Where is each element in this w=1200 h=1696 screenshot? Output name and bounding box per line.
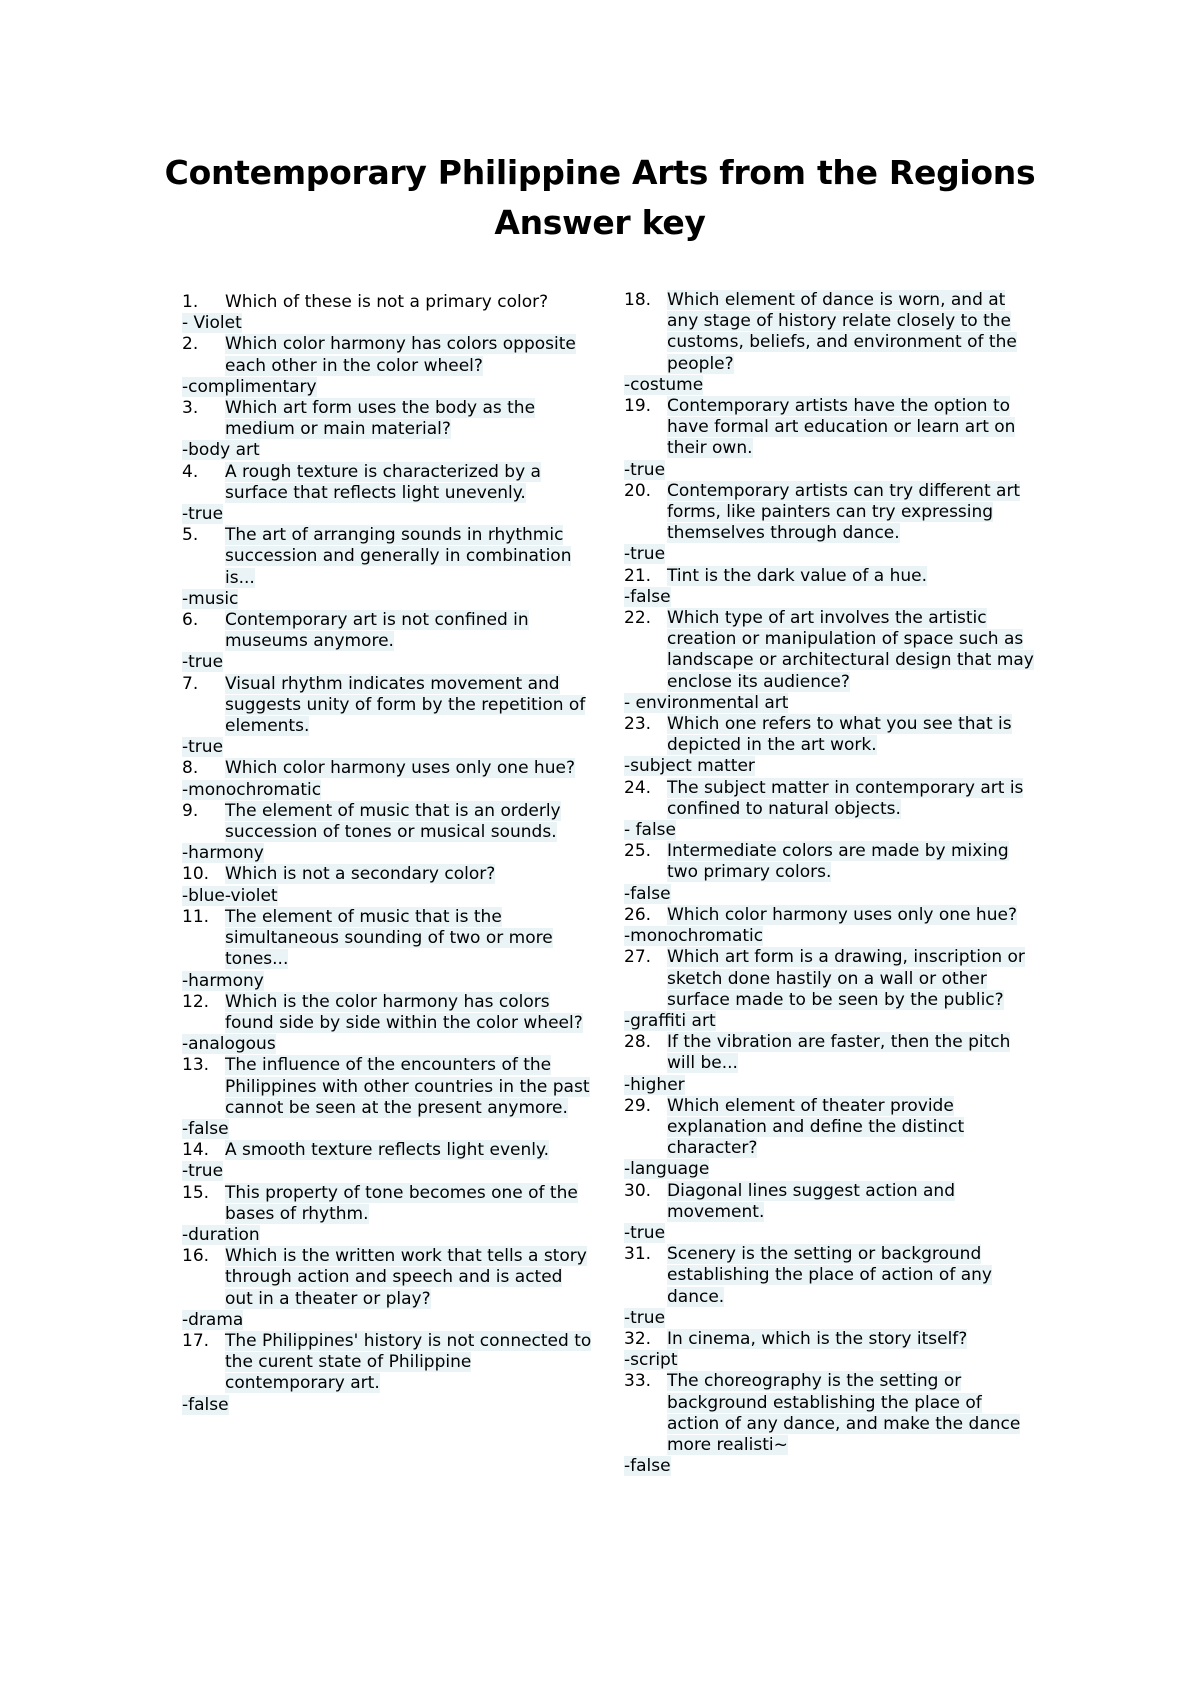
question-item [624, 566, 1034, 587]
question-item [624, 1181, 1034, 1223]
answer-text: -body art [182, 440, 260, 461]
question-item [182, 1055, 592, 1119]
question-number: 17. [182, 1330, 210, 1351]
left-column [182, 292, 592, 1416]
answer-text: -language [624, 1159, 710, 1180]
question-number: 30. [624, 1180, 652, 1201]
question-item [624, 1096, 1034, 1160]
answer-text: -true [624, 544, 666, 565]
answer-text: - Violet [182, 313, 242, 334]
question-text: Which type of art involves the artistic creation or manipulation of space such as landscape or architectural design that may enclose its audience? [667, 608, 1034, 692]
answer-text: -higher [624, 1074, 685, 1095]
question-number: 14. [182, 1140, 210, 1161]
question-text: Which color harmony uses only one hue? [225, 758, 575, 779]
right-column [624, 290, 1034, 1477]
question-item [182, 334, 592, 376]
question-text: Which one refers to what you see that is depicted in the art work. [667, 714, 1012, 756]
question-text: The Philippines' history is not connected to the curent state of Philippine contemporary art. [225, 1330, 592, 1394]
question-number: 15. [182, 1182, 210, 1203]
question-text: Which element of dance is worn, and at any stage of history relate closely to the customs, beliefs, and environment of the people? [667, 290, 1017, 374]
question-number: 33. [624, 1371, 652, 1392]
question-item [624, 1329, 1034, 1350]
question-item [182, 1183, 592, 1225]
question-number: 8. [182, 758, 199, 779]
question-text: A rough texture is characterized by a surface that reflects light unevenly. [225, 461, 541, 503]
question-number: 7. [182, 673, 199, 694]
question-item [624, 841, 1034, 883]
question-number: 26. [624, 904, 652, 925]
question-number: 13. [182, 1055, 210, 1076]
question-text: Which is not a secondary color? [225, 864, 496, 885]
answer-text: -true [624, 1307, 666, 1328]
answer-text: -harmony [182, 843, 264, 864]
question-text: The element of music that is the simultaneous sounding of two or more tones... [225, 906, 553, 970]
question-item [624, 778, 1034, 820]
question-number: 5. [182, 525, 199, 546]
answer-text: - environmental art [624, 692, 789, 713]
document-title [0, 148, 1200, 248]
question-text: Which art form uses the body as the medium or main material? [225, 398, 536, 440]
question-item [624, 947, 1034, 1011]
answer-text: -duration [182, 1224, 260, 1245]
answer-text: -true [182, 652, 224, 673]
question-text: Contemporary art is not confined in museums anymore. [225, 610, 529, 652]
question-text: If the vibration are faster, then the pitch will be... [667, 1032, 1011, 1074]
question-number: 3. [182, 398, 199, 419]
question-item [624, 1244, 1034, 1308]
question-number: 27. [624, 947, 652, 968]
question-item [624, 1032, 1034, 1074]
question-number: 32. [624, 1328, 652, 1349]
question-text: Which element of theater provide explanation and define the distinct character? [667, 1095, 965, 1159]
question-text: In cinema, which is the story itself? [667, 1328, 968, 1349]
question-text: The element of music that is an orderly succession of tones or musical sounds. [225, 800, 561, 843]
question-item [182, 462, 592, 504]
answer-text: -false [624, 883, 671, 904]
question-text: Scenery is the setting or background establishing the place of action of any dance. [667, 1244, 992, 1307]
question-number: 29. [624, 1095, 652, 1116]
answer-text: -monochromatic [182, 779, 322, 800]
question-text: Contemporary artists can try different art forms, like painters can try expressing themselves through dance. [667, 480, 1021, 544]
question-number: 25. [624, 841, 652, 862]
question-number: 28. [624, 1032, 652, 1053]
question-number: 18. [624, 290, 652, 310]
question-item [624, 608, 1034, 693]
question-text: Which is the color harmony has colors found side by side within the color wheel? [225, 991, 583, 1033]
answer-text: -analogous [182, 1034, 276, 1055]
answer-text: -subject matter [624, 756, 755, 777]
question-text: The influence of the encounters of the Philippines with other countries in the past cannot be seen at the present anymore. [225, 1055, 590, 1118]
question-item [624, 481, 1034, 545]
question-text: Tint is the dark value of a hue. [667, 565, 928, 586]
question-text: Visual rhythm indicates movement and suggests unity of form by the repetition of elements. [225, 673, 586, 737]
question-text: Which is the written work that tells a story through action and speech and is acted out in a theater or play? [225, 1246, 587, 1309]
question-item [624, 905, 1034, 926]
answer-text: - false [624, 820, 676, 841]
title-line-1: Contemporary Philippine Arts from the Regions [164, 153, 1036, 192]
answer-text: -monochromatic [624, 926, 764, 947]
question-number: 6. [182, 610, 199, 631]
question-item [182, 992, 592, 1034]
answer-text: -complimentary [182, 376, 317, 397]
question-text: Which of these is not a primary color? [225, 292, 549, 312]
question-text: Which color harmony has colors opposite each other in the color wheel? [225, 334, 576, 376]
question-number: 9. [182, 800, 199, 821]
question-number: 21. [624, 565, 652, 586]
question-item [182, 801, 592, 843]
question-item [182, 1140, 592, 1161]
question-item [624, 290, 1034, 375]
question-text: The art of arranging sounds in rhythmic succession and generally in combination is... [225, 525, 572, 588]
question-item [182, 864, 592, 885]
question-text: Which art form is a drawing, inscription or sketch done hastily on a wall or other surface made to be seen by the public? [667, 947, 1025, 1010]
question-number: 16. [182, 1246, 210, 1267]
question-item [182, 1246, 592, 1310]
answer-text: -drama [182, 1309, 244, 1330]
question-item [182, 674, 592, 738]
question-item [624, 1371, 1034, 1456]
question-text: Intermediate colors are made by mixing two primary colors. [667, 841, 1009, 883]
question-item [624, 396, 1034, 460]
question-text: The choreography is the setting or background establishing the place of action of any dance, and make the dance more realisti~ [667, 1371, 1021, 1455]
answer-text: -blue-violet [182, 885, 278, 906]
answer-text: -true [182, 504, 224, 525]
question-text: The subject matter in contemporary art is confined to natural objects. [667, 777, 1024, 819]
question-text: Contemporary artists have the option to have formal art education or learn art on their own. [667, 396, 1016, 459]
answer-text: -graffiti art [624, 1010, 716, 1031]
question-number: 1. [182, 292, 199, 312]
question-number: 4. [182, 461, 199, 482]
answer-text: -true [624, 459, 666, 480]
answer-text: -false [182, 1394, 229, 1415]
answer-text: -true [182, 737, 224, 758]
question-text: Which color harmony uses only one hue? [667, 904, 1017, 925]
answer-text: -music [182, 588, 239, 609]
answer-text: -costume [624, 374, 704, 395]
question-number: 31. [624, 1244, 652, 1265]
question-number: 19. [624, 396, 652, 417]
question-item [182, 1331, 592, 1395]
answer-text: -false [182, 1118, 229, 1139]
question-number: 22. [624, 608, 652, 629]
answer-text: -false [624, 586, 671, 607]
question-text: A smooth texture reflects light evenly. [225, 1140, 550, 1161]
question-item [182, 758, 592, 779]
question-text: This property of tone becomes one of the bases of rhythm. [225, 1182, 578, 1224]
answer-text: -script [624, 1350, 678, 1371]
answer-text: -false [624, 1456, 671, 1477]
title-line-2: Answer key [494, 203, 706, 242]
question-item [182, 610, 592, 652]
question-item [182, 292, 592, 313]
question-number: 11. [182, 906, 210, 927]
question-number: 12. [182, 991, 210, 1012]
question-number: 20. [624, 480, 652, 501]
question-item [624, 714, 1034, 756]
question-item [182, 907, 592, 971]
question-item [182, 525, 592, 589]
answer-text: -harmony [182, 970, 264, 991]
question-number: 10. [182, 864, 210, 885]
question-number: 24. [624, 777, 652, 798]
question-number: 2. [182, 334, 199, 355]
question-text: Diagonal lines suggest action and movement. [667, 1180, 955, 1222]
answer-text: -true [624, 1222, 666, 1243]
question-number: 23. [624, 714, 652, 735]
answer-text: -true [182, 1161, 224, 1182]
question-item [182, 398, 592, 440]
